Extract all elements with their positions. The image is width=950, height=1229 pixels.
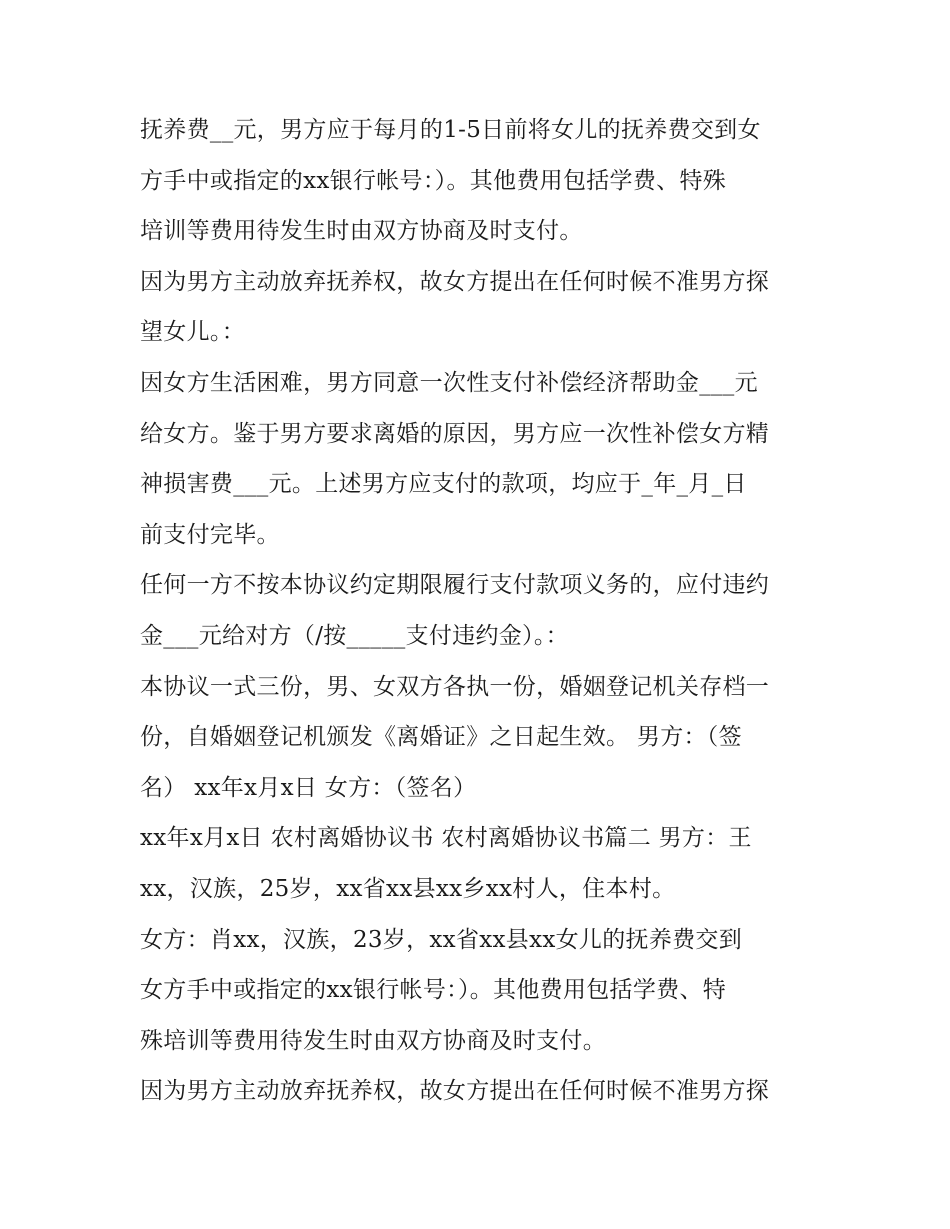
text-line: 名） xx年x月x日 女方：（签名） (140, 774, 477, 801)
text-line: 本协议一式三份，男、女双方各执一份，婚姻登记机关存档一 (140, 673, 770, 700)
text-line: 抚养费__元，男方应于每月的1-5日前将女儿的抚养费交到女 (140, 117, 761, 143)
text-line: 神损害费___元。上述男方应支付的款项，均应于_年_月_日 (140, 471, 747, 498)
text-line: xx，汉族，25岁，xx省xx县xx乡xx村人，住本村。 (140, 875, 676, 902)
document-body (140, 105, 820, 1117)
text-line: 金___元给对方（/按_____支付违约金）。： (140, 622, 569, 649)
text-line: 份，自婚姻登记机颁发《离婚证》之日起生效。 男方：（签 (140, 724, 742, 751)
text-line: 因女方生活困难，男方同意一次性支付补偿经济帮助金___元 (140, 369, 758, 396)
text-line: 前支付完毕。 (140, 521, 280, 548)
text-line: 因为男方主动放弃抚养权，故女方提出在任何时候不准男方探 (140, 268, 770, 295)
text-line: 方手中或指定的xx银行帐号：）。其他费用包括学费、特殊 (140, 167, 727, 194)
text-line: 给女方。鉴于男方要求离婚的原因，男方应一次性补偿女方精 (140, 420, 770, 447)
text-line: 殊培训等费用待发生时由双方协商及时支付。 (140, 1027, 606, 1054)
text-line: 任何一方不按本协议约定期限履行支付款项义务的，应付违约 (140, 572, 770, 599)
text-line: 望女儿。： (140, 319, 245, 346)
text-line: 因为男方主动放弃抚养权，故女方提出在任何时候不准男方探 (140, 1078, 770, 1105)
text-line: 女方手中或指定的xx银行帐号：）。其他费用包括学费、特 (140, 977, 727, 1004)
text-line: xx年x月x日 农村离婚协议书 农村离婚协议书篇二 男方：王 (140, 825, 752, 852)
text-line: 女方：肖xx，汉族，23岁，xx省xx县xx女儿的抚养费交到 (140, 926, 743, 953)
text-line: 培训等费用待发生时由双方协商及时支付。 (140, 218, 583, 245)
